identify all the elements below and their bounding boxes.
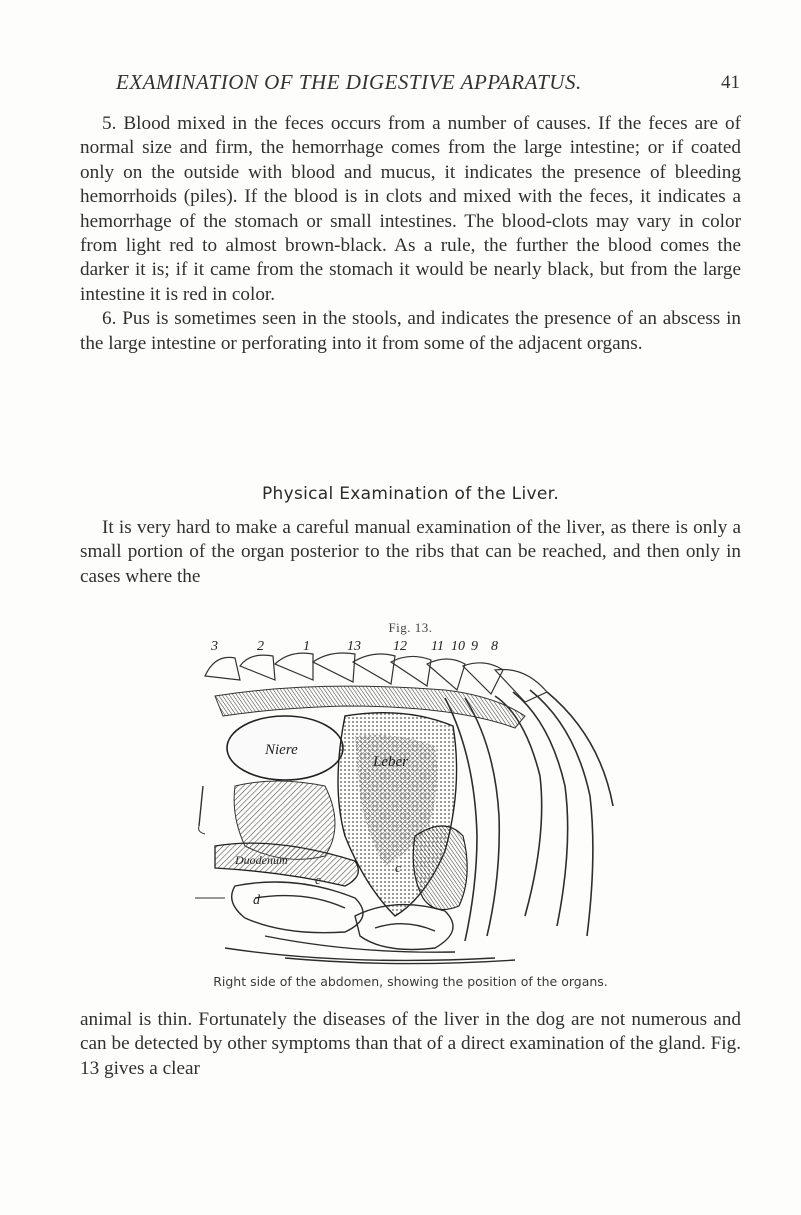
- rib-number: 8: [491, 639, 498, 654]
- rib-number: 11: [431, 639, 444, 654]
- kidney-label: Niere: [265, 742, 298, 758]
- rib-number: 13: [347, 639, 361, 654]
- figure-caption: Right side of the abdomen, showing the position of the organs.: [213, 974, 608, 989]
- rib-number: 3: [211, 639, 218, 654]
- intestine-loops: [225, 882, 515, 964]
- figure-illustration: [195, 636, 625, 966]
- figure-label: Fig. 13.: [388, 620, 433, 635]
- ribs: [445, 690, 613, 941]
- rib-number: 10: [451, 639, 465, 654]
- duodenum-label: Duodenum: [235, 853, 288, 867]
- rib-number: 2: [257, 639, 264, 654]
- anatomical-figure: [195, 636, 625, 966]
- body-text-bottom: [80, 1008, 741, 1081]
- running-head: [100, 70, 740, 100]
- body-text-top: [80, 112, 741, 356]
- running-title: EXAMINATION OF THE DIGESTIVE APPARATUS.: [116, 70, 582, 94]
- rib-number: 9: [471, 639, 478, 654]
- marker-letter: d: [253, 893, 260, 908]
- rib-number: 1: [303, 639, 310, 654]
- page-number: 41: [721, 72, 740, 93]
- liver-label: Leber: [373, 754, 408, 770]
- section-heading: Physical Examination of the Liver.: [261, 484, 560, 504]
- body-text-liver: [80, 516, 741, 589]
- paragraph-liver: It is very hard to make a careful manual examination of the liver, as there is only a small portion of the organ posterior to the ribs that can be reached, and then only in cases where the: [80, 517, 741, 587]
- marker-letter: c: [315, 872, 321, 887]
- rib-number: 12: [393, 639, 407, 654]
- paragraph-continuation: animal is thin. Fortunately the diseases of the liver in the dog are not numerous and can be detected by other symptoms than that of a direct examination of the gland. Fig. 13 gives a clear: [80, 1009, 741, 1079]
- paragraph-pus: 6. Pus is sometimes seen in the stools, and indicates the presence of an abscess in the large intestine or perforating into it from some of the adjacent organs.: [80, 308, 741, 354]
- marker-letter: c: [395, 860, 401, 875]
- paragraph-blood: 5. Blood mixed in the feces occurs from a number of causes. If the feces are of normal size and firm, the hemorrhage comes from the large intestine; or if coated only on the outside with blood and mucus, it indicates the presence of bleeding hemorrhoids (piles). If the blood is in clots and mixed with the feces, it indicates a hemorrhage of the stomach or small intestines. The blood-clots may vary in color from light red to almost brown-black. As a rule, the further the blood comes the darker it is; if it came from the stomach it would be nearly black, but from the large intestine it is red in color.: [80, 113, 741, 305]
